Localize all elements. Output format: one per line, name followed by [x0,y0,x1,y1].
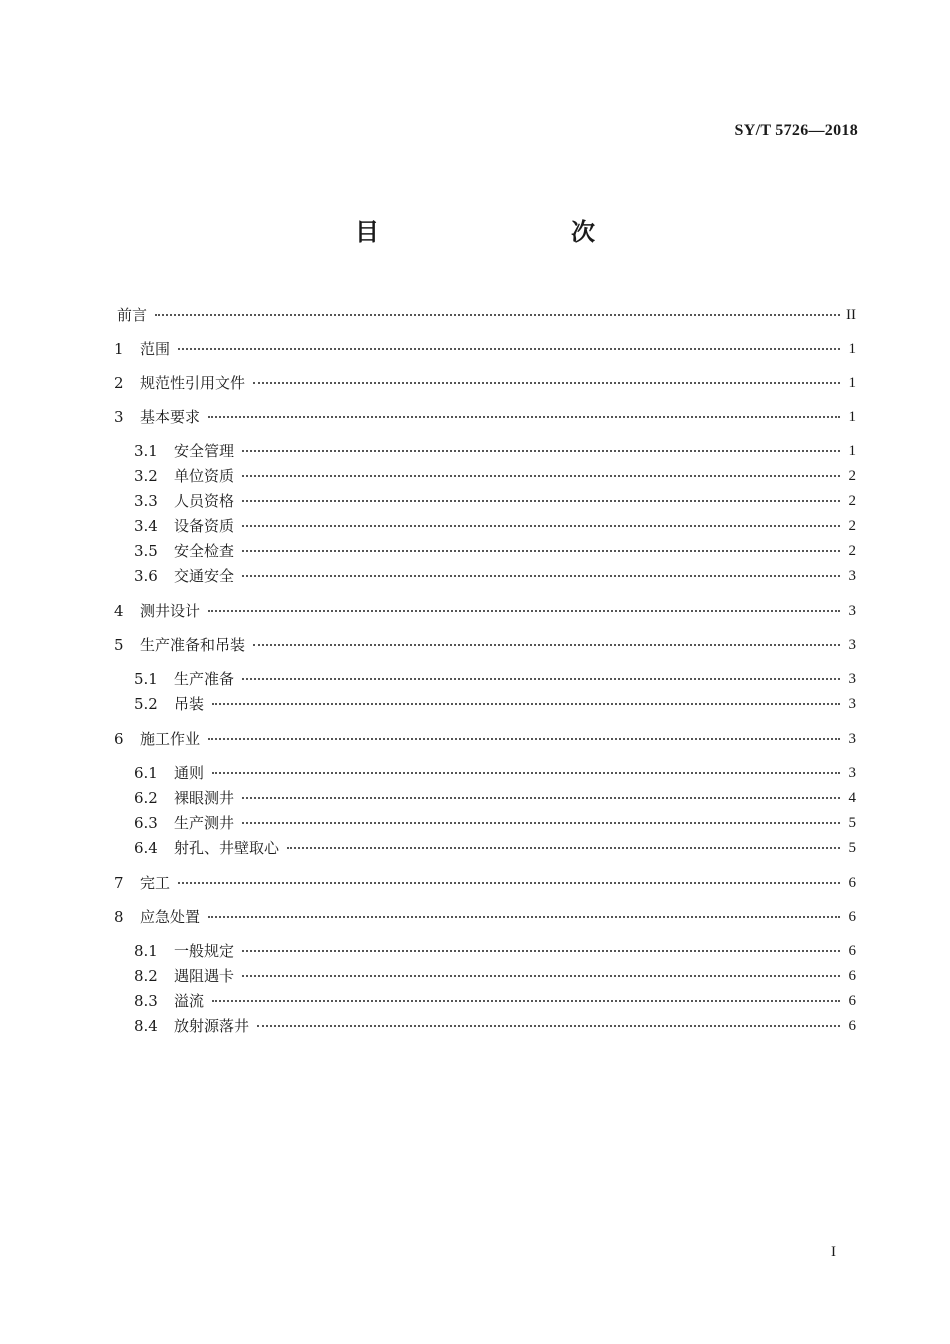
toc-leader-dots [242,797,840,799]
toc-entry-label: 射孔、井壁取心 [174,839,280,857]
toc-entry-label: 应急处置 [140,908,201,926]
toc-entry [0,787,950,809]
toc-entry-label: 吊装 [174,695,205,713]
toc-leader-dots [178,348,840,350]
toc-leader-dots [242,500,840,502]
toc-entry-page: 5 [848,815,856,831]
toc-entry-label: 单位资质 [174,467,235,485]
toc-entry-page: 2 [848,468,856,484]
toc-entry [0,406,950,428]
toc-leader-dots [287,847,840,849]
toc-entry-page: 3 [848,671,856,687]
toc-entry-label: 安全检查 [174,542,235,560]
toc-entry-number: 8.4 [134,1017,158,1035]
toc-leader-dots [257,1025,840,1027]
toc-entry-label: 前言 [117,306,148,324]
toc-leader-dots [212,1000,840,1002]
toc-entry [0,1015,950,1037]
toc-entry-label: 施工作业 [140,730,201,748]
toc-leader-dots [242,525,840,527]
toc-entry [0,906,950,928]
page-title: 目 次 [355,218,643,246]
toc-entry [0,490,950,512]
toc-entry [0,812,950,834]
toc-entry-page: 2 [848,543,856,559]
toc-entry-label: 生产测井 [174,814,235,832]
toc-entry-number: 8.2 [134,967,158,985]
toc-entry-number: 5.2 [134,695,158,713]
toc-entry-page: II [846,307,856,323]
toc-entry-label: 范围 [140,340,171,358]
toc-entry [0,304,950,326]
toc-entry-label: 溢流 [174,992,205,1010]
toc-entry-label: 生产准备和吊装 [140,636,246,654]
toc-entry-page: 3 [848,765,856,781]
toc-entry [0,600,950,622]
toc-entry-page: 2 [848,493,856,509]
toc-leader-dots [242,450,840,452]
toc-leader-dots [155,314,840,316]
toc-entry-page: 1 [848,443,856,459]
toc-entry-page: 1 [848,375,856,391]
toc-leader-dots [242,475,840,477]
toc-entry-number: 7 [114,874,124,892]
toc-entry [0,372,950,394]
toc-leader-dots [253,644,840,646]
toc-entry-number: 6.1 [134,764,158,782]
toc-entry-label: 规范性引用文件 [140,374,246,392]
toc-entry-label: 一般规定 [174,942,235,960]
standard-code: SY/T 5726—2018 [734,122,858,139]
toc-entry-label: 放射源落井 [174,1017,250,1035]
toc-leader-dots [242,950,840,952]
toc-entry-number: 5.1 [134,670,158,688]
toc-entry-label: 完工 [140,874,171,892]
toc-entry [0,940,950,962]
toc-leader-dots [242,975,840,977]
toc-entry [0,338,950,360]
toc-entry-number: 8 [114,908,124,926]
toc-entry-number: 3.2 [134,467,158,485]
toc-entry-page: 3 [848,696,856,712]
toc-entry-page: 3 [848,731,856,747]
toc-entry-page: 3 [848,568,856,584]
toc-leader-dots [178,882,840,884]
toc-entry-number: 4 [114,602,124,620]
toc-leader-dots [242,550,840,552]
toc-entry-label: 基本要求 [140,408,201,426]
toc-leader-dots [242,822,840,824]
toc-leader-dots [208,416,840,418]
toc-entry [0,728,950,750]
toc-entry-number: 8.1 [134,942,158,960]
toc-entry [0,540,950,562]
toc-entry [0,668,950,690]
toc-entry-label: 人员资格 [174,492,235,510]
toc-entry-number: 3.1 [134,442,158,460]
toc-entry-label: 裸眼测井 [174,789,235,807]
toc-entry-number: 5 [114,636,124,654]
toc-entry [0,565,950,587]
toc-entry-number: 3 [114,408,124,426]
toc-entry-number: 2 [114,374,124,392]
page-number: I [831,1244,836,1260]
toc-leader-dots [212,703,840,705]
toc-entry-number: 6 [114,730,124,748]
toc-entry-page: 6 [848,909,856,925]
toc-entry-label: 安全管理 [174,442,235,460]
toc-entry [0,965,950,987]
toc-entry [0,465,950,487]
toc-leader-dots [212,772,840,774]
toc-entry-page: 6 [848,993,856,1009]
toc-entry-number: 6.2 [134,789,158,807]
toc-entry-page: 6 [848,1018,856,1034]
toc-entry-page: 2 [848,518,856,534]
toc-entry [0,693,950,715]
toc-entry-label: 通则 [174,764,205,782]
toc-leader-dots [242,678,840,680]
toc-entry-page: 6 [848,943,856,959]
toc-entry-page: 6 [848,875,856,891]
toc-leader-dots [208,610,840,612]
toc-entry-number: 1 [114,340,124,358]
toc-entry [0,990,950,1012]
toc-entry-label: 生产准备 [174,670,235,688]
toc-entry-page: 6 [848,968,856,984]
toc-entry-number: 3.5 [134,542,158,560]
toc-entry [0,762,950,784]
toc-entry-number: 3.4 [134,517,158,535]
toc-entry-page: 4 [848,790,856,806]
toc-entry-label: 设备资质 [174,517,235,535]
toc-entry-number: 3.3 [134,492,158,510]
toc-leader-dots [253,382,840,384]
toc-entry-page: 3 [848,603,856,619]
toc-leader-dots [208,916,840,918]
toc-entry [0,872,950,894]
toc-leader-dots [208,738,840,740]
toc-leader-dots [242,575,840,577]
toc-entry-label: 测井设计 [140,602,201,620]
toc-entry-number: 6.4 [134,839,158,857]
toc-entry [0,634,950,656]
toc-entry [0,837,950,859]
toc-entry-page: 1 [848,341,856,357]
toc-entry [0,440,950,462]
toc-entry-label: 交通安全 [174,567,235,585]
toc-entry-number: 8.3 [134,992,158,1010]
toc-entry-page: 1 [848,409,856,425]
toc-entry-number: 6.3 [134,814,158,832]
toc-entry-number: 3.6 [134,567,158,585]
toc-entry-label: 遇阻遇卡 [174,967,235,985]
toc-entry [0,515,950,537]
toc-entry-page: 5 [848,840,856,856]
toc-entry-page: 3 [848,637,856,653]
